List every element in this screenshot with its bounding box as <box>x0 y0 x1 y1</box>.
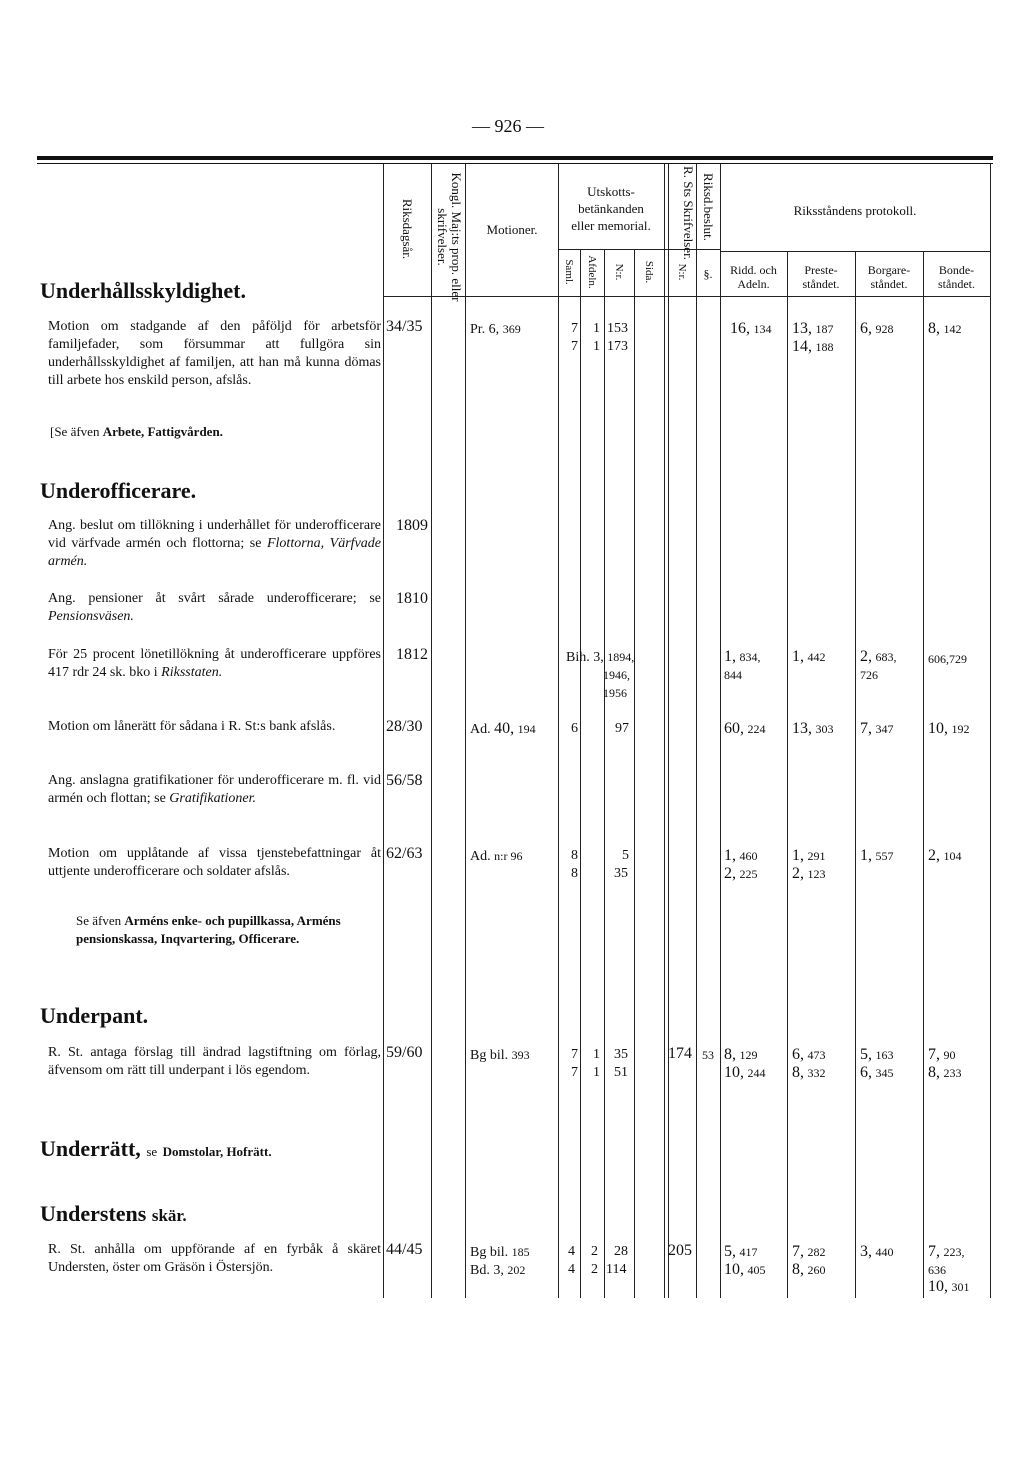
section-title-underhallsskyldighet: Underhållsskyldighet. <box>40 278 246 303</box>
entry-afd-2: 2 <box>591 1262 598 1277</box>
entry-ridd-1: 8, 129 <box>724 1046 758 1063</box>
header-riksdagsar: Riksdagsår. <box>400 198 415 260</box>
entry-motion-2: Bd. 3, 202 <box>470 1263 526 1278</box>
entry-text: Motion om stadgande af den påföljd för arbetsför familjefader, som försummar att fullgöra sin underhållsskyldighet af familjen, att han må kunna dömas till arbete hos enskild person, afslås. <box>48 319 381 388</box>
entry-borgare: 1, 557 <box>860 847 894 864</box>
entry-bonde: 10, 192 <box>928 720 970 737</box>
entry-text: R. St. anhålla om uppförande af en fyrbåk å skäret Understen, öster om Gräsön i Östersjön. <box>48 1242 381 1275</box>
entry-saml-2: 4 <box>568 1262 575 1277</box>
entry-bonde: 2, 104 <box>928 847 962 864</box>
header-motioner: Motioner. <box>486 222 538 237</box>
entry-borgare: 7, 347 <box>860 720 894 737</box>
entry-nr-1: 5 <box>622 848 629 863</box>
entry-year: 56/58 <box>386 772 423 789</box>
entry-borgare: 6, 928 <box>860 320 894 337</box>
entry-utskott-3: 1956 <box>603 686 627 700</box>
entry-preste: 1, 442 <box>792 648 826 665</box>
entry-ridd: 60, 224 <box>724 720 766 737</box>
entry-afd-1: 1 <box>593 1047 600 1062</box>
entry-text: Motion om lånerätt för sådana i R. St:s bank afslås. <box>48 719 336 734</box>
entry-preste-1: 13, 187 <box>792 320 834 337</box>
entry-ridd-1: 1, 460 <box>724 847 758 864</box>
header-saml: Saml. <box>563 259 575 285</box>
entry-saml-1: 7 <box>571 321 578 336</box>
entry-preste-2: 2, 123 <box>792 865 826 882</box>
entry-rsts: 174 <box>668 1045 692 1062</box>
entry-bonde-1: 7, 90 <box>928 1046 956 1063</box>
entry-ridd-2: 2, 225 <box>724 865 758 882</box>
header-protokoll: Riksståndens protokoll. <box>793 203 917 218</box>
header-rsts: R. Sts Skrifvelser. <box>681 166 696 260</box>
entry-motion: Ad. n:r 96 <box>470 849 523 864</box>
header-sida: Sida. <box>643 260 655 284</box>
entry-ridd: 1, 834, <box>724 648 761 665</box>
header-bonde-1: Bonde- <box>938 263 975 277</box>
entry-nr: 97 <box>615 721 629 736</box>
entry-preste-1: 6, 473 <box>792 1046 826 1063</box>
entry-year: 1810 <box>396 590 428 607</box>
entry-borgare: 3, 440 <box>860 1243 894 1260</box>
entry-nr-2: 51 <box>614 1065 628 1080</box>
entry-bonde-3: 10, 301 <box>928 1278 970 1295</box>
entry-borgare: 2, 683, <box>860 648 897 665</box>
entry-ridd-2: 10, 244 <box>724 1064 766 1081</box>
entry-text: Ang. pensioner åt svårt sårade underofficerare; se Pensionsväsen. <box>48 591 381 624</box>
entry-preste-2: 14, 188 <box>792 338 834 355</box>
entry-afd-2: 1 <box>593 339 600 354</box>
entry-preste-2: 8, 332 <box>792 1064 826 1081</box>
entry-bonde-2: 8, 233 <box>928 1064 962 1081</box>
entry-text: Ang. beslut om tillökning i underhållet för underofficerare vid värfvade armén och flottorna; se Flottorna, Värfvade armén. <box>48 518 381 569</box>
entry-year: 1812 <box>396 646 428 663</box>
entry-motion: Pr. 6, 369 <box>470 322 521 337</box>
entry-text: Ang. anslagna gratifikationer för underofficerare m. fl. vid armén och flottan; se Gratifikationer. <box>48 773 381 806</box>
entry-year: 34/35 <box>386 318 423 335</box>
header-nr: N:r. <box>613 263 625 281</box>
entry-year: 62/63 <box>386 845 423 862</box>
entry-preste-1: 7, 282 <box>792 1243 826 1260</box>
header-afdeln: Afdeln. <box>586 255 598 289</box>
header-borgare-1: Borgare- <box>867 263 911 277</box>
entry-motion: Bg bil. 393 <box>470 1048 530 1063</box>
header-preste-1: Preste- <box>804 263 838 277</box>
section-title-understens-skar: Understens skär. <box>40 1201 187 1226</box>
entry-saml-1: 7 <box>571 1047 578 1062</box>
entry-text: R. St. antaga förslag till ändrad lagstiftning om förlag, äfvensom om rätt till underpant i lös egendom. <box>48 1045 381 1078</box>
header-rsts-nr: N:r. <box>676 263 688 281</box>
entry-nr-2: 35 <box>614 866 628 881</box>
entry-paragraph: 53 <box>702 1048 714 1062</box>
entry-year: 59/60 <box>386 1044 423 1061</box>
entry-text: Motion om upplåtande af vissa tjenstebefattningar åt uttjente underofficerare och soldater afslås. <box>48 846 381 879</box>
entry-bonde: 8, 142 <box>928 320 962 337</box>
section-title-underratt: Underrätt, se Domstolar, Hofrätt. <box>40 1136 272 1161</box>
entry-motion: Ad. 40, 194 <box>470 720 536 737</box>
entry-borgare-2: 6, 345 <box>860 1064 894 1081</box>
header-utskotts-2: betänkanden <box>578 201 644 216</box>
entry-preste-2: 8, 260 <box>792 1261 826 1278</box>
header-bonde-2: ståndet. <box>938 277 975 291</box>
entry-ridd-2: 10, 405 <box>724 1261 766 1278</box>
header-utskotts-3: eller memorial. <box>571 218 651 233</box>
entry-bonde-2: 636 <box>928 1263 946 1277</box>
top-rule-thick <box>37 156 993 160</box>
see-also: [Se äfven Arbete, Fattigvården. <box>50 424 223 439</box>
top-rule-thin <box>37 163 993 164</box>
entry-saml-2: 7 <box>571 339 578 354</box>
entry-ridd-1: 5, 417 <box>724 1243 758 1260</box>
header-preste-2: ståndet. <box>802 277 840 291</box>
entry-afd-1: 1 <box>593 321 600 336</box>
entry-bonde-1: 7, 223, <box>928 1243 965 1260</box>
entry-year: 44/45 <box>386 1241 423 1258</box>
section-title-underpant: Underpant. <box>40 1003 149 1028</box>
header-ridd-2: Adeln. <box>737 277 770 291</box>
entry-saml-1: 4 <box>568 1244 575 1259</box>
entry-afd-1: 2 <box>591 1244 598 1259</box>
entry-bonde: 606,729 <box>928 652 967 666</box>
entry-rsts: 205 <box>668 1242 692 1259</box>
entry-utskott-1: Bih. 3, 1894, <box>566 650 635 665</box>
entry-nr-1: 28 <box>614 1244 628 1259</box>
entry-borgare-2: 726 <box>860 668 878 682</box>
entry-nr-2: 114 <box>606 1262 627 1277</box>
entry-ridd-2: 844 <box>724 668 742 682</box>
page-number: — 926 — <box>472 116 544 136</box>
entry-saml: 6 <box>571 721 578 736</box>
entry-ridd: 16, 134 <box>730 320 772 337</box>
header-ridd-1: Ridd. och <box>730 263 777 277</box>
entry-utskott-2: 1946, <box>603 668 630 682</box>
header-kongl: Kongl. Maj:ts prop. eller skrifvelser. <box>435 172 464 302</box>
entry-text: För 25 procent lönetillökning åt underofficerare uppföres 417 rdr 24 sk. bko i Riksstaten. <box>48 647 381 680</box>
entry-afd-2: 1 <box>593 1065 600 1080</box>
entry-nr-1: 35 <box>614 1047 628 1062</box>
header-riksd-para: §. <box>703 267 713 281</box>
header-riksd: Riksd.beslut. <box>701 173 716 241</box>
entry-preste-1: 1, 291 <box>792 847 826 864</box>
entry-year: 1809 <box>396 517 428 534</box>
header-utskotts-1: Utskotts- <box>587 184 635 199</box>
entry-year: 28/30 <box>386 718 423 735</box>
entry-saml-1: 8 <box>571 848 578 863</box>
entry-preste: 13, 303 <box>792 720 834 737</box>
header-borgare-2: ståndet. <box>870 277 908 291</box>
see-also: Se äfven Arméns enke- och pupillkassa, Arméns pensionskassa, Inqvartering, Officerare. <box>76 913 341 946</box>
entry-motion-1: Bg bil. 185 <box>470 1245 530 1260</box>
section-title-underofficerare: Underofficerare. <box>40 478 197 503</box>
entry-nr-2: 173 <box>607 339 628 354</box>
entry-saml-2: 7 <box>571 1065 578 1080</box>
entry-nr-1: 153 <box>607 321 628 336</box>
entry-borgare-1: 5, 163 <box>860 1046 894 1063</box>
entry-saml-2: 8 <box>571 866 578 881</box>
